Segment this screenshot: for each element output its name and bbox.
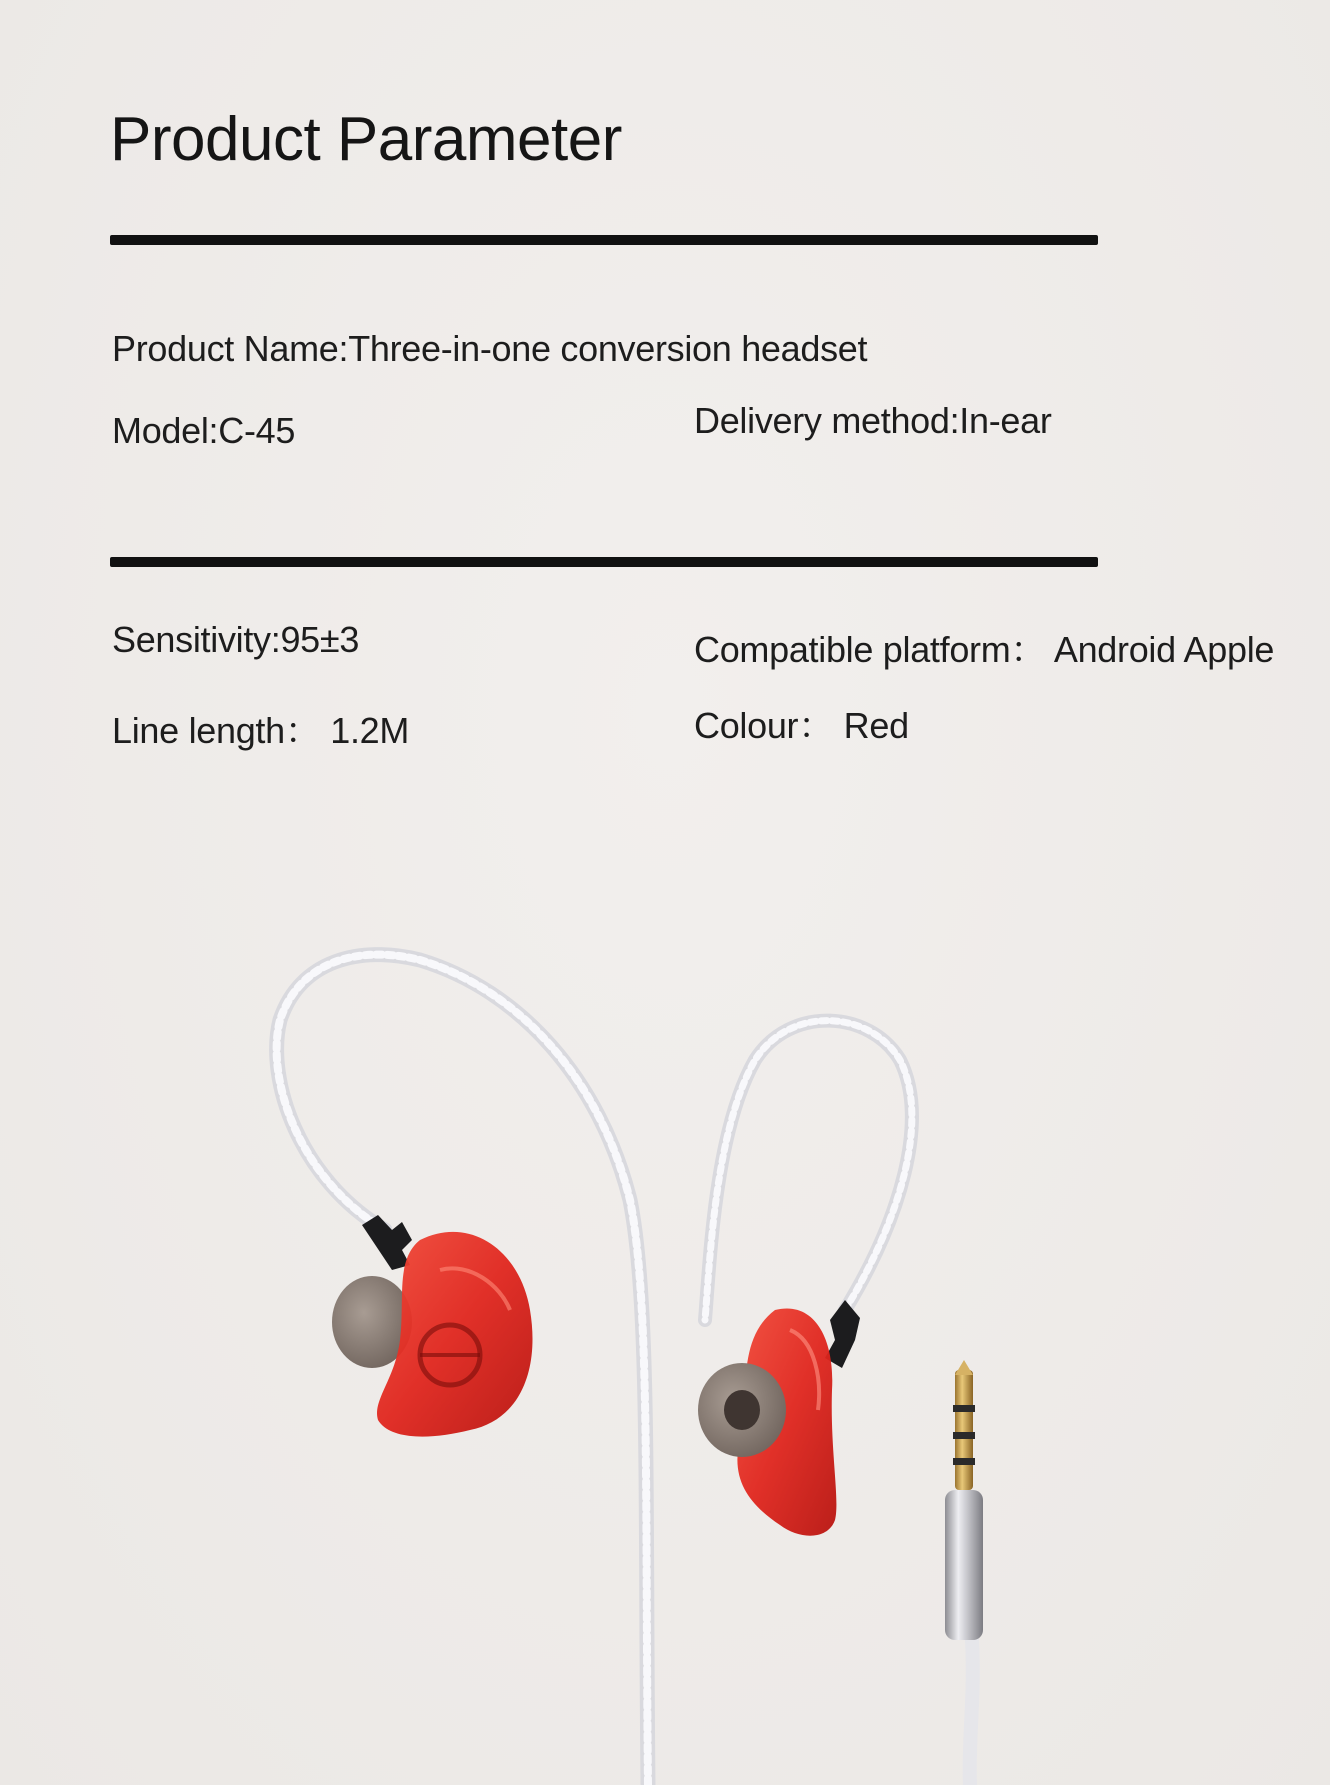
model-text: Model:C-45	[112, 410, 296, 451]
earphones-image	[0, 900, 1330, 1785]
right-ear-tip-hole	[724, 1390, 760, 1430]
divider-middle	[110, 557, 1098, 567]
headphone-jack-plug	[945, 1360, 983, 1640]
product-name-text: Product Name:Three-in-one conversion headset	[112, 328, 868, 369]
colour-text: Colour： Red	[694, 705, 909, 746]
delivery-method-text: Delivery method:In-ear	[694, 400, 1052, 441]
page-title: Product Parameter	[110, 105, 622, 174]
right-ear-hook-cable	[705, 1021, 912, 1320]
jack-housing	[945, 1490, 983, 1640]
right-edge-strip	[1330, 0, 1340, 1785]
plug-cable	[970, 1640, 973, 1785]
line-length-text: Line length： 1.2M	[112, 710, 410, 751]
sensitivity-text: Sensitivity:95±3	[112, 619, 360, 660]
right-earphone	[698, 1300, 860, 1536]
divider-top	[110, 235, 1098, 245]
left-earphone	[332, 1215, 533, 1437]
jack-pin	[955, 1370, 973, 1490]
compatible-platform-text: Compatible platform： Android Apple	[694, 629, 1275, 670]
